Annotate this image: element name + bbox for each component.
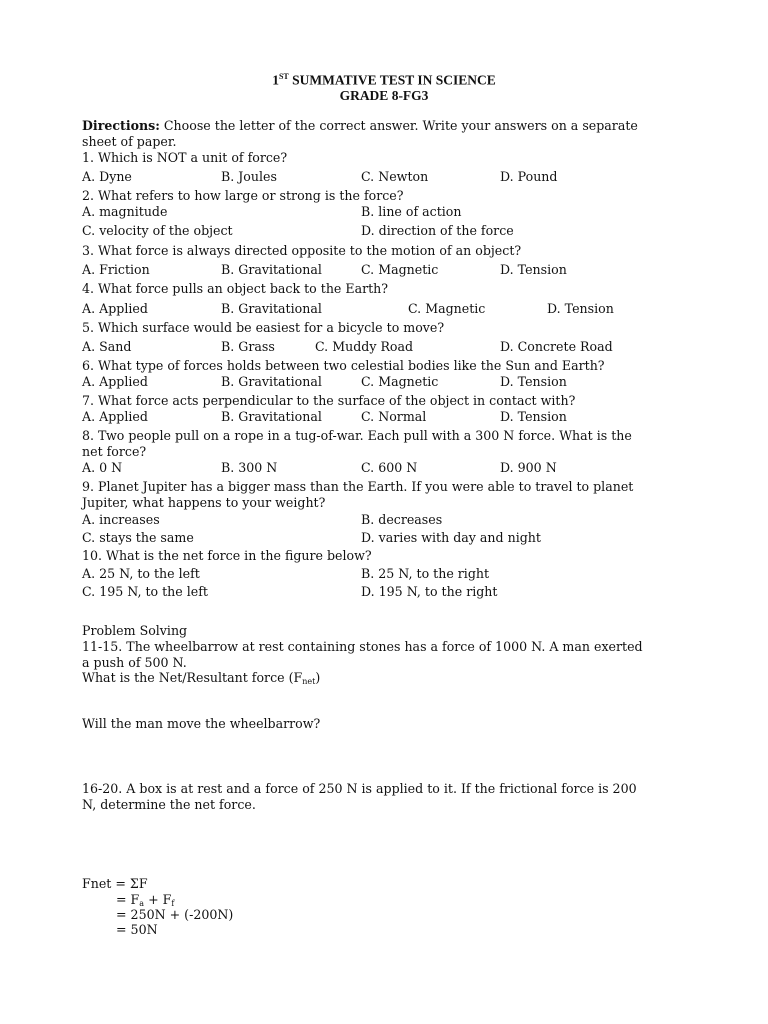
- question-stem: 7. What force acts perpendicular to the surface of the object in contact with?: [82, 393, 576, 408]
- answer-option: C. 195 N, to the left: [82, 584, 208, 599]
- answer-option: D. direction of the force: [361, 223, 514, 238]
- grade-subtitle: GRADE 8-FG3: [339, 88, 429, 103]
- solution-line: = 50N: [116, 922, 158, 937]
- answer-option: C. Magnetic: [361, 262, 439, 277]
- answer-option: D. 195 N, to the right: [361, 584, 498, 599]
- answer-option: D. Pound: [500, 169, 558, 184]
- question-stem: 5. Which surface would be easiest for a bicycle to move?: [82, 320, 445, 335]
- answer-option: C. Newton: [361, 169, 429, 184]
- answer-option: C. 600 N: [361, 460, 418, 475]
- answer-option: A. Applied: [82, 409, 148, 424]
- answer-option: A. Friction: [82, 262, 150, 277]
- answer-option: C. Normal: [361, 409, 427, 424]
- answer-option: A. magnitude: [82, 204, 168, 219]
- directions: Directions: Choose the letter of the correct answer. Write your answers on a separate: [82, 118, 638, 133]
- answer-option: B. Gravitational: [221, 301, 322, 316]
- problem-text: 11-15. The wheelbarrow at rest containing stones has a force of 1000 N. A man exerted: [82, 639, 643, 654]
- answer-option: C. Magnetic: [408, 301, 486, 316]
- test-title: 1ST SUMMATIVE TEST IN SCIENCE: [272, 72, 496, 88]
- answer-option: B. Joules: [221, 169, 277, 184]
- answer-option: C. Muddy Road: [315, 339, 414, 354]
- answer-option: B. Gravitational: [221, 374, 322, 389]
- answer-option: D. Tension: [547, 301, 614, 316]
- answer-option: B. decreases: [361, 512, 443, 527]
- question-stem: 3. What force is always directed opposite to the motion of an object?: [82, 243, 522, 258]
- problem-text: a push of 500 N.: [82, 655, 187, 670]
- question-stem-cont: net force?: [82, 444, 147, 459]
- directions-cont: sheet of paper.: [82, 134, 177, 149]
- problem-question: What is the Net/Resultant force $(F_{net})$: [82, 670, 321, 686]
- answer-option: C. stays the same: [82, 530, 194, 545]
- answer-option: B. line of action: [361, 204, 462, 219]
- answer-option: A. 0 N: [82, 460, 123, 475]
- question-stem: 4. What force pulls an object back to the Earth?: [82, 281, 389, 296]
- solution-line: Fnet = ΣF: [82, 876, 148, 891]
- problem-text: N, determine the net force.: [82, 797, 256, 812]
- answer-option: B. 300 N: [221, 460, 278, 475]
- question-stem: 1. Which is NOT a unit of force?: [82, 150, 288, 165]
- problem-text: 16-20. A box is at rest and a force of 250 N is applied to it. If the frictional force is 200: [82, 781, 637, 796]
- solution-line: = $F_a + F_f$: [116, 892, 175, 908]
- answer-option: A. Applied: [82, 374, 148, 389]
- question-stem: 8. Two people pull on a rope in a tug-of-war. Each pull with a 300 N force. What is the: [82, 428, 632, 443]
- answer-option: D. Tension: [500, 374, 567, 389]
- answer-option: A. increases: [82, 512, 160, 527]
- answer-option: B. 25 N, to the right: [361, 566, 490, 581]
- section-heading: Problem Solving: [82, 623, 188, 638]
- question-stem: 9. Planet Jupiter has a bigger mass than the Earth. If you were able to travel to planet: [82, 479, 634, 494]
- answer-option: C. Magnetic: [361, 374, 439, 389]
- answer-option: B. Grass: [221, 339, 275, 354]
- answer-option: A. Sand: [82, 339, 132, 354]
- question-stem: 2. What refers to how large or strong is the force?: [82, 188, 404, 203]
- answer-option: D. Tension: [500, 262, 567, 277]
- answer-option: C. velocity of the object: [82, 223, 233, 238]
- question-stem: 6. What type of forces holds between two celestial bodies like the Sun and Earth?: [82, 358, 605, 373]
- answer-option: D. Concrete Road: [500, 339, 613, 354]
- answer-option: D. 900 N: [500, 460, 557, 475]
- answer-option: A. Dyne: [82, 169, 132, 184]
- answer-option: B. Gravitational: [221, 409, 322, 424]
- answer-option: B. Gravitational: [221, 262, 322, 277]
- question-stem-cont: Jupiter, what happens to your weight?: [82, 495, 326, 510]
- answer-option: A. 25 N, to the left: [82, 566, 200, 581]
- answer-option: A. Applied: [82, 301, 148, 316]
- answer-option: D. Tension: [500, 409, 567, 424]
- problem-question: Will the man move the wheelbarrow?: [82, 716, 321, 731]
- question-stem: 10. What is the net force in the figure below?: [82, 548, 372, 563]
- answer-option: D. varies with day and night: [361, 530, 541, 545]
- solution-line: = 250N + (-200N): [116, 907, 234, 922]
